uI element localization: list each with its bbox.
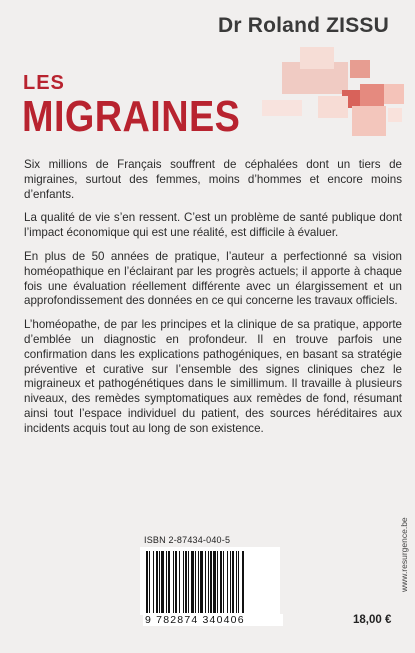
title-main: MIGRAINES — [22, 92, 241, 141]
blurb-paragraph: En plus de 50 années de pratique, l’auteur a perfectionné sa vision homéopathique en l’éclairant par les progrès actuels; il apporte à chaque fois une évaluation réellement différente avec un élargissement et un approfondissement des données en ce qui concerne les travaux officiels. — [24, 249, 402, 308]
author-name: Dr Roland ZISSU — [217, 14, 389, 37]
blurb — [24, 158, 402, 446]
price: 18,00 € — [353, 614, 392, 626]
publisher-website: www.resurgence.be — [399, 517, 409, 592]
barcode-digits: 9 782874 340406 — [143, 614, 283, 626]
title-article: LES — [23, 72, 65, 94]
blurb-paragraph: La qualité de vie s’en ressent. C’est un problème de santé publique dont l’impact économique qui est une réalité, est difficile à évaluer. — [24, 211, 402, 240]
isbn-label: ISBN 2-87434-040-5 — [144, 535, 231, 545]
blurb-paragraph: Six millions de Français souffrent de céphalées dont un tiers de migraines, surtout des femmes, moins d’hommes et encore moins d’enfants. — [24, 158, 402, 201]
barcode — [140, 547, 280, 615]
blurb-paragraph: L’homéopathe, de par les principes et la clinique de sa pratique, apporte d’emblée un diagnostic en profondeur. Il en trouve parfois une confirmation dans les explications pathogéniques, en basant sa stratégie préventive et curative sur l’ensemble des signes cliniques chez le migraineux et pathogénétiques dans le simillimum. Il travaille à plusieurs niveaux, des remèdes symptomatiques aux remèdes de fond, résumant ainsi tout l’espace individuel du patient, des sources héréditaires aux incidents acquis tout au long de son existence. — [24, 318, 402, 435]
